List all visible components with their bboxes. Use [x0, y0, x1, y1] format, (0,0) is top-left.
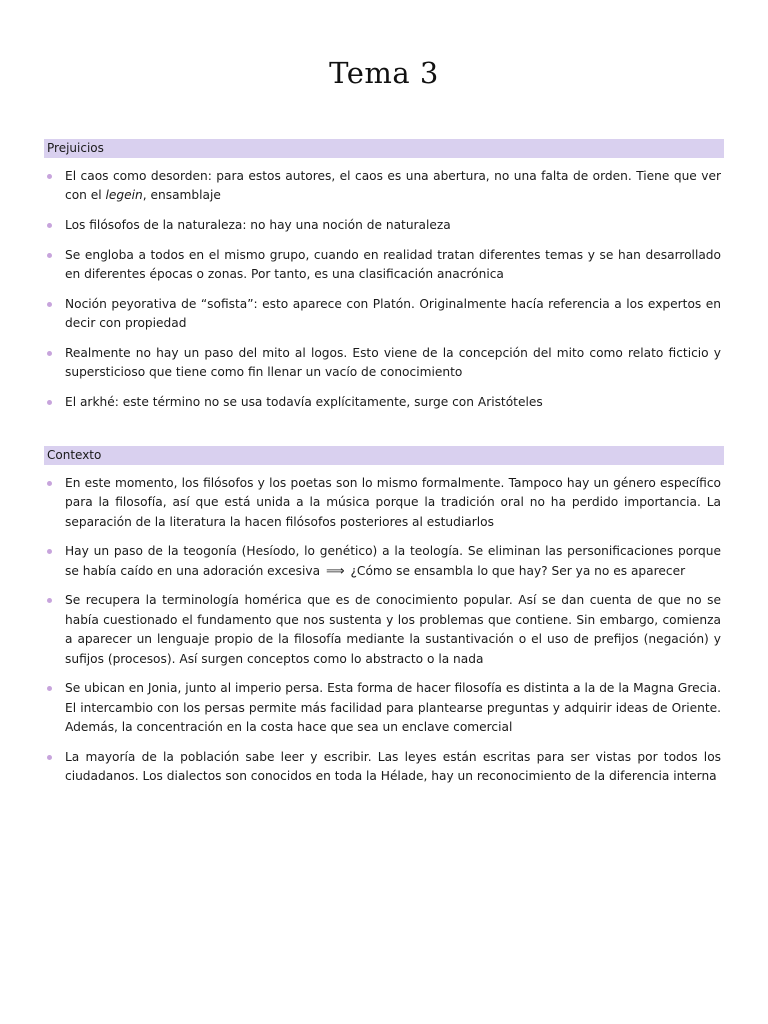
bullet-icon	[47, 400, 52, 405]
bullet-icon	[47, 686, 52, 691]
italic-term: legein	[105, 188, 143, 203]
list-item-text: En este momento, los filósofos y los poetas son lo mismo formalmente. Tampoco hay un género específico para la filosofía, así que está unida a la música porque la tradición oral no ha perdido importancia. La separación de la literatura la hacen filósofos posteriores al estudiarlos	[65, 476, 721, 529]
list-item-text: La mayoría de la población sabe leer y escribir. Las leyes están escritas para ser vistas por todos los ciudadanos. Los dialectos son conocidos en toda la Hélade, hay un reconocimiento de la diferencia interna	[65, 749, 721, 784]
section-contexto	[44, 446, 724, 786]
bullet-icon	[47, 755, 52, 760]
list-item	[44, 246, 724, 285]
text-segment: El caos como desorden: para estos autores, el caos es una abertura, no una falta de orden. Tiene que ver con el	[65, 169, 721, 203]
text-segment: Hay un paso de la teogonía (Hesíodo, lo genético) a la teología. Se eliminan las personificaciones porque se había caído en una adoración excesiva	[65, 544, 721, 578]
section-prejuicios	[44, 139, 724, 412]
list-item-text: Se recupera la terminología homérica que es de conocimiento popular. Así se dan cuenta de que no se había cuestionado el fundamento que nos sustenta y los problemas que contiene. Sin embargo, comienza a aparecer un lenguaje propio de la filosofía mediante la sustantivación o el uso de prefijos (negación) y sufijos (procesos). Así surgen conceptos como lo abstracto o la nada	[65, 593, 721, 666]
bullet-list	[44, 474, 724, 786]
text-segment: , ensamblaje	[142, 188, 221, 203]
list-item	[44, 542, 724, 581]
list-item	[44, 748, 724, 787]
bullet-icon	[47, 481, 52, 486]
list-item	[44, 216, 724, 235]
list-item	[44, 344, 724, 383]
list-item-text: Noción peyorativa de “sofista”: esto aparece con Platón. Originalmente hacía referencia a los expertos en decir con propiedad	[65, 296, 721, 330]
list-item	[44, 591, 724, 669]
list-item	[44, 295, 724, 334]
bullet-icon	[47, 253, 52, 258]
bullet-list	[44, 167, 724, 412]
list-item	[44, 474, 724, 532]
list-item-text	[65, 169, 721, 202]
text-segment: ¿Cómo se ensambla lo que hay? Ser ya no es aparecer	[350, 563, 686, 578]
bullet-icon	[47, 598, 52, 603]
list-item-text: Se ubican en Jonia, junto al imperio persa. Esta forma de hacer filosofía es distinta a la de la Magna Grecia. El intercambio con los persas permite más facilidad para plantearse preguntas y adquirir ideas de Oriente. Además, la concentración en la costa hace que sea un enclave comercial	[65, 681, 721, 735]
bullet-icon	[47, 302, 52, 307]
list-item	[44, 393, 724, 412]
section-header: Prejuicios	[44, 139, 724, 158]
implies-arrow-icon: ⟹	[325, 563, 345, 579]
list-item	[44, 679, 724, 737]
bullet-icon	[47, 549, 52, 554]
section-header: Contexto	[44, 446, 724, 465]
list-item-text: Se engloba a todos en el mismo grupo, cuando en realidad tratan diferentes temas y se han desarrollado en diferentes épocas o zonas. Por tanto, es una clasificación anacrónica	[65, 247, 721, 281]
list-item-text: Realmente no hay un paso del mito al logos. Esto viene de la concepción del mito como relato ficticio y supersticioso que tiene como fin llenar un vacío de conocimiento	[65, 345, 721, 379]
bullet-icon	[47, 174, 52, 179]
page-title: Tema 3	[329, 56, 439, 90]
bullet-icon	[47, 223, 52, 228]
bullet-icon	[47, 351, 52, 356]
list-item-text: Los filósofos de la naturaleza: no hay una noción de naturaleza	[65, 218, 451, 232]
list-item	[44, 167, 724, 206]
list-item-text: El arkhé: este término no se usa todavía explícitamente, surge con Aristóteles	[65, 394, 543, 409]
list-item-text	[65, 544, 721, 577]
